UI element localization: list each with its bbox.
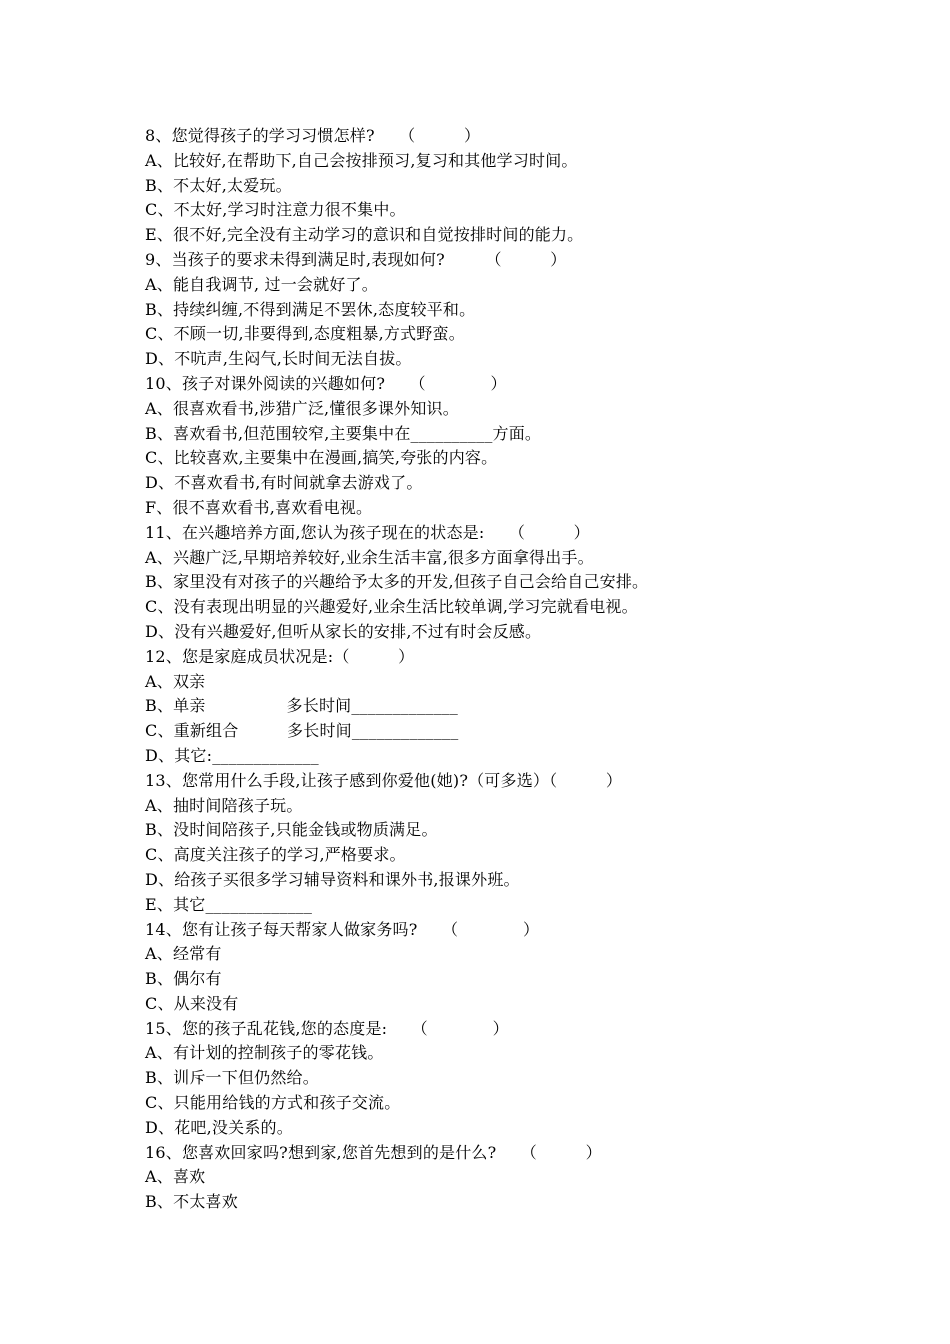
option: A、比较好,在帮助下,自己会按排预习,复习和其他学习时间。: [145, 150, 578, 170]
option: C、没有表现出明显的兴趣爱好,业余生活比较单调,学习完就看电视。: [145, 597, 638, 617]
option: E、其它_____________: [145, 894, 313, 914]
option: A、有计划的控制孩子的零花钱。: [145, 1043, 384, 1063]
question-14: [145, 918, 925, 1017]
question-16: [145, 1141, 925, 1215]
option: B、持续纠缠,不得到满足不罢休,态度较平和。: [145, 299, 476, 319]
option: B、训斥一下但仍然给。: [145, 1068, 319, 1088]
option: C、不太好,学习时注意力很不集中。: [145, 200, 406, 220]
option: D、不喜欢看书,有时间就拿去游戏了。: [145, 473, 423, 493]
question-12: [145, 645, 925, 769]
option: F、很不喜欢看书,喜欢看电视。: [145, 497, 373, 517]
option: A、抽时间陪孩子玩。: [145, 795, 303, 815]
option: D、没有兴趣爱好,但听从家长的安排,不过有时会反感。: [145, 621, 542, 641]
option: B、单亲 多长时间_____________: [145, 696, 458, 716]
question-10: [145, 372, 925, 521]
option: C、比较喜欢,主要集中在漫画,搞笑,夸张的内容。: [145, 448, 498, 468]
option: C、不顾一切,非要得到,态度粗暴,方式野蛮。: [145, 324, 465, 344]
question-text: 11、在兴趣培养方面,您认为孩子现在的状态是: （ ）: [145, 522, 590, 542]
option: C、重新组合 多长时间_____________: [145, 721, 459, 741]
question-text: 14、您有让孩子每天帮家人做家务吗? （ ）: [145, 919, 540, 939]
question-text: 13、您常用什么手段,让孩子感到你爱他(她)?（可多选）（ ）: [145, 770, 623, 790]
option: A、喜欢: [145, 1167, 206, 1187]
question-11: [145, 521, 925, 645]
option: A、经常有: [145, 944, 222, 964]
option: B、没时间陪孩子,只能金钱或物质满足。: [145, 820, 438, 840]
question-text: 8、您觉得孩子的学习习惯怎样? （ ）: [145, 126, 481, 145]
option: B、喜欢看书,但范围较窄,主要集中在__________方面。: [145, 423, 542, 443]
option: B、不太好,太爱玩。: [145, 175, 292, 195]
question-9: [145, 248, 925, 372]
question-13: [145, 769, 925, 918]
question-text: 16、您喜欢回家吗?想到家,您首先想到的是什么? （ ）: [145, 1142, 602, 1162]
option: A、很喜欢看书,涉猎广泛,懂很多课外知识。: [145, 398, 459, 418]
questionnaire-document: [145, 124, 925, 1215]
question-text: 10、孩子对课外阅读的兴趣如何? （ ）: [145, 373, 507, 393]
option: D、不吭声,生闷气,长时间无法自拔。: [145, 349, 412, 369]
option: B、不太喜欢: [145, 1192, 238, 1212]
question-text: 9、当孩子的要求未得到满足时,表现如何? （ ）: [145, 249, 567, 269]
option: B、偶尔有: [145, 969, 222, 989]
question-8: [145, 124, 925, 248]
option: D、花吧,没关系的。: [145, 1117, 293, 1137]
option: D、其它:_____________: [145, 745, 319, 765]
option: D、给孩子买很多学习辅导资料和课外书,报课外班。: [145, 869, 520, 889]
option: B、家里没有对孩子的兴趣给予太多的开发,但孩子自己会给自己安排。: [145, 572, 649, 592]
question-text: 12、您是家庭成员状况是:（ ）: [145, 646, 415, 666]
question-text: 15、您的孩子乱花钱,您的态度是: （ ）: [145, 1018, 509, 1038]
option: C、高度关注孩子的学习,严格要求。: [145, 845, 406, 865]
option: C、从来没有: [145, 993, 239, 1013]
option: E、很不好,完全没有主动学习的意识和自觉按排时间的能力。: [145, 225, 584, 245]
option: A、兴趣广泛,早期培养较好,业余生活丰富,很多方面拿得出手。: [145, 547, 594, 567]
option: C、只能用给钱的方式和孩子交流。: [145, 1093, 401, 1113]
question-15: [145, 1017, 925, 1141]
option: A、能自我调节, 过一会就好了。: [145, 274, 378, 294]
option: A、双亲: [145, 671, 206, 691]
